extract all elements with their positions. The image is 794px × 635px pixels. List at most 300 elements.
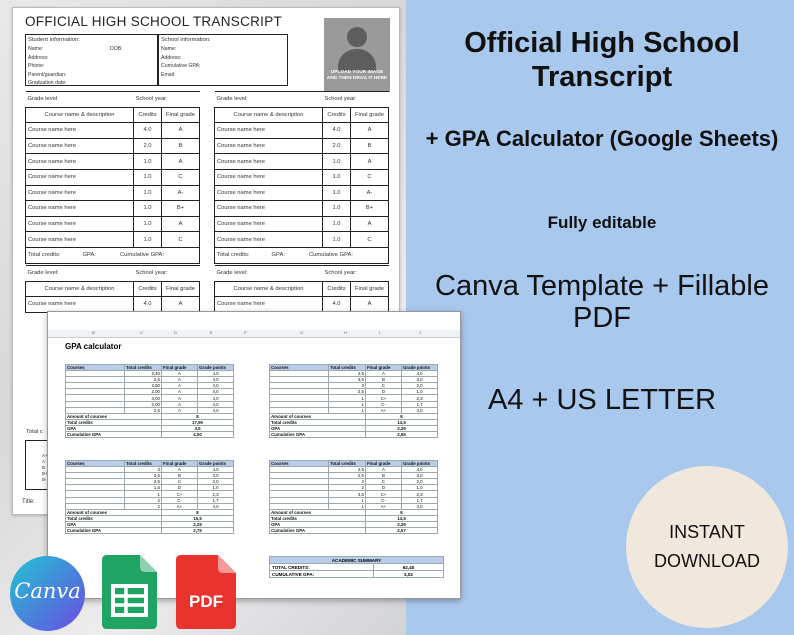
final-grade-cell[interactable]: A- bbox=[351, 185, 389, 201]
editable-note: Fully editable bbox=[547, 213, 657, 232]
gpa-credits-cell[interactable]: 1 bbox=[125, 491, 162, 497]
gpa-grade-cell[interactable]: A bbox=[162, 395, 198, 401]
gpa-credits-cell[interactable]: 1 bbox=[329, 407, 366, 413]
gpa-points-cell[interactable]: 4,0 bbox=[198, 377, 234, 383]
gpa-points-cell[interactable]: 4,0 bbox=[198, 401, 234, 407]
col-letter-g: G bbox=[300, 330, 304, 335]
gpa-points-cell[interactable]: 3,0 bbox=[402, 377, 438, 383]
gpa-grade-cell[interactable]: A+ bbox=[162, 503, 198, 509]
school-year-label: School year: bbox=[134, 92, 200, 108]
instant-download-badge bbox=[626, 466, 788, 628]
col-course-header: Course name & description bbox=[26, 281, 134, 297]
gpa-summary-value[interactable]: 3,5 bbox=[162, 425, 234, 431]
course-name-cell[interactable]: Course name here bbox=[26, 123, 134, 139]
credits-cell[interactable]: 1.0 bbox=[323, 185, 351, 201]
photo-upload-text: UPLOAD YOUR IMAGE AND THEN DRAG IT HERE bbox=[326, 70, 388, 81]
final-grade-cell[interactable]: B+ bbox=[351, 201, 389, 217]
gpa-table bbox=[65, 460, 234, 534]
summary-total-credits-label: TOTAL CREDITS: bbox=[270, 564, 374, 571]
gpa-credits-cell[interactable]: 2,5 bbox=[329, 389, 366, 395]
gpa-grade-cell[interactable]: A bbox=[162, 371, 198, 377]
school-field-address: Address: bbox=[161, 54, 182, 61]
gpa-label: GPA: bbox=[82, 252, 96, 259]
gpa-points-cell[interactable]: 1,0 bbox=[402, 389, 438, 395]
gpa-calculator-title: GPA calculator bbox=[65, 342, 122, 351]
gpa-summary-label: GPA bbox=[66, 521, 162, 527]
grade-table bbox=[25, 91, 200, 264]
avatar-head-icon bbox=[347, 27, 367, 47]
gpa-grade-cell[interactable]: C bbox=[366, 479, 402, 485]
instant-download-text: INSTANT DOWNLOAD bbox=[653, 522, 760, 571]
gpa-points-cell[interactable]: 2,0 bbox=[198, 479, 234, 485]
gpa-grade-cell[interactable]: B bbox=[366, 473, 402, 479]
grade-level-row bbox=[26, 266, 200, 282]
gpa-grade-cell[interactable]: C- bbox=[366, 401, 402, 407]
credits-cell[interactable]: 1.0 bbox=[323, 216, 351, 232]
col-final-grade-header: Final grade bbox=[162, 107, 200, 123]
gpa-credits-cell[interactable]: 3,5 bbox=[329, 377, 366, 383]
gpa-points-cell[interactable]: 1,7 bbox=[198, 497, 234, 503]
gpa-summary-row bbox=[270, 432, 438, 438]
gpa-grade-cell[interactable]: C bbox=[366, 383, 402, 389]
school-year-label: School year: bbox=[323, 92, 389, 108]
gpa-summary-value[interactable]: 8 bbox=[162, 509, 234, 515]
canva-logo-icon bbox=[10, 556, 85, 631]
credits-cell[interactable]: 1.0 bbox=[323, 169, 351, 185]
gpa-header-cell: Total credits bbox=[125, 365, 162, 371]
gpa-credits-cell[interactable]: 1 bbox=[329, 497, 366, 503]
credits-cell[interactable]: 4.0 bbox=[323, 123, 351, 139]
final-grade-cell[interactable]: A bbox=[162, 154, 200, 170]
col-letter-d: D bbox=[174, 330, 177, 335]
gpa-header-cell: Total credits bbox=[329, 365, 366, 371]
student-field-phone: Phone: bbox=[28, 63, 45, 70]
gpa-points-cell[interactable]: 4,0 bbox=[198, 371, 234, 377]
gpa-points-cell[interactable]: 2,3 bbox=[198, 491, 234, 497]
col-credits-header: Credits bbox=[134, 281, 162, 297]
col-course-header: Course name & description bbox=[215, 281, 323, 297]
school-info-heading: School information: bbox=[161, 37, 211, 43]
transcript-title: OFFICIAL HIGH SCHOOL TRANSCRIPT bbox=[25, 14, 283, 29]
gpa-credits-cell[interactable]: 2 bbox=[125, 497, 162, 503]
col-letter-b: B bbox=[92, 330, 95, 335]
gpa-summary-label: Amount of courses bbox=[66, 413, 162, 419]
gpa-points-cell[interactable]: 4,0 bbox=[198, 383, 234, 389]
credits-cell[interactable]: 1.0 bbox=[323, 232, 351, 248]
course-row bbox=[26, 169, 200, 185]
gpa-label: GPA: bbox=[271, 252, 285, 259]
course-name-cell[interactable]: Course name here bbox=[215, 154, 323, 170]
school-fields bbox=[161, 45, 200, 79]
title-label: Title: bbox=[22, 499, 35, 505]
gpa-summary-value[interactable]: 14,5 bbox=[366, 419, 438, 425]
summary-total-credits-value[interactable]: 62,40 bbox=[374, 564, 444, 571]
course-row bbox=[215, 232, 389, 248]
col-final-grade-header: Final grade bbox=[351, 281, 389, 297]
gpa-credits-cell[interactable]: 3,50 bbox=[125, 383, 162, 389]
col-letter-h: H bbox=[344, 330, 347, 335]
col-letter-f: F bbox=[244, 330, 247, 335]
gpa-credits-cell[interactable]: 2,5 bbox=[329, 371, 366, 377]
grade-level-label: Grade level: bbox=[26, 92, 134, 108]
totals-cell bbox=[215, 247, 389, 263]
gpa-points-cell[interactable]: 1,0 bbox=[198, 485, 234, 491]
col-course-header: Course name & description bbox=[26, 107, 134, 123]
product-subtitle: + GPA Calculator (Google Sheets) bbox=[425, 126, 779, 151]
gpa-grade-cell[interactable]: C- bbox=[162, 497, 198, 503]
course-row bbox=[26, 201, 200, 217]
photo-placeholder bbox=[324, 18, 390, 92]
credits-cell[interactable]: 4.0 bbox=[134, 123, 162, 139]
gpa-header-cell: Final grade bbox=[162, 461, 198, 467]
gpa-credits-cell[interactable]: 2,5 bbox=[125, 377, 162, 383]
gpa-header-cell: Grade points bbox=[198, 461, 234, 467]
cumulative-gpa-label: Cumulative GPA: bbox=[308, 252, 354, 259]
gpa-credits-cell[interactable]: 3 bbox=[329, 383, 366, 389]
course-row bbox=[26, 297, 200, 313]
gpa-header-cell: Courses bbox=[270, 365, 329, 371]
course-name-cell[interactable]: Course name here bbox=[215, 185, 323, 201]
grade-table-header bbox=[26, 107, 200, 123]
gpa-summary-value[interactable]: 2,57 bbox=[366, 528, 438, 534]
course-row bbox=[215, 216, 389, 232]
course-name-cell[interactable]: Course name here bbox=[215, 123, 323, 139]
gpa-grade-cell[interactable]: A bbox=[162, 389, 198, 395]
gpa-grade-cell[interactable]: A+ bbox=[366, 503, 402, 509]
totals-row bbox=[26, 247, 200, 263]
cumulative-gpa-label: Cumulative GPA: bbox=[119, 252, 165, 259]
gpa-summary-row bbox=[270, 528, 438, 534]
student-field-address: Address: bbox=[28, 54, 49, 61]
credits-cell[interactable]: 2.0 bbox=[134, 138, 162, 154]
pdf-icon-label: PDF bbox=[189, 592, 223, 611]
legend-b-plus: B+ bbox=[42, 471, 48, 476]
gpa-points-cell[interactable]: 4,0 bbox=[402, 371, 438, 377]
gpa-grade-cell[interactable]: A bbox=[162, 401, 198, 407]
course-name-cell[interactable]: Course name here bbox=[215, 201, 323, 217]
course-name-cell[interactable]: Course name here bbox=[215, 216, 323, 232]
gpa-grade-cell[interactable]: A bbox=[366, 467, 402, 473]
course-name-cell[interactable]: Course name here bbox=[26, 138, 134, 154]
credits-cell[interactable]: 1.0 bbox=[134, 169, 162, 185]
gpa-credits-cell[interactable]: 2,5 bbox=[329, 473, 366, 479]
course-name-cell[interactable]: Course name here bbox=[26, 232, 134, 248]
product-title: Official High School Transcript bbox=[464, 27, 740, 93]
final-grade-cell[interactable]: A bbox=[351, 154, 389, 170]
gpa-summary-value[interactable]: 8 bbox=[366, 509, 438, 515]
gpa-grade-cell[interactable]: A bbox=[162, 467, 198, 473]
academic-summary-table bbox=[269, 556, 444, 578]
gpa-credits-cell[interactable]: 2,00 bbox=[125, 401, 162, 407]
gpa-credits-cell[interactable]: 2,00 bbox=[125, 389, 162, 395]
gpa-grade-cell[interactable]: D bbox=[366, 485, 402, 491]
credits-cell[interactable]: 4.0 bbox=[134, 297, 162, 313]
gpa-header-cell: Final grade bbox=[366, 365, 402, 371]
course-name-cell[interactable]: Course name here bbox=[26, 201, 134, 217]
gpa-points-cell[interactable]: 2,3 bbox=[402, 491, 438, 497]
final-grade-cell[interactable]: B bbox=[162, 138, 200, 154]
credits-cell[interactable]: 1.0 bbox=[134, 185, 162, 201]
final-grade-cell[interactable]: B bbox=[351, 138, 389, 154]
gpa-points-cell[interactable]: 1,7 bbox=[402, 497, 438, 503]
grade-table-header bbox=[26, 281, 200, 297]
gpa-points-cell[interactable]: 4,0 bbox=[198, 389, 234, 395]
school-field-email: Email: bbox=[161, 71, 176, 78]
course-name-cell[interactable]: Course name here bbox=[26, 185, 134, 201]
legend-a-plus: A+ bbox=[42, 453, 48, 458]
final-grade-cell[interactable]: A- bbox=[162, 185, 200, 201]
gpa-credits-cell[interactable]: 2,5 bbox=[125, 407, 162, 413]
gpa-summary-label: GPA bbox=[66, 425, 162, 431]
col-credits-header: Credits bbox=[323, 281, 351, 297]
course-name-cell[interactable]: Course name here bbox=[215, 297, 323, 313]
summary-cumulative-gpa-label: CUMULATIVE GPA: bbox=[270, 571, 374, 578]
summary-cumulative-gpa-value[interactable]: 3,02 bbox=[374, 571, 444, 578]
gpa-summary-label: Amount of courses bbox=[66, 509, 162, 515]
legend-b-minus: B- bbox=[42, 477, 47, 482]
course-row bbox=[215, 123, 389, 139]
gpa-summary-value[interactable]: 4,00 bbox=[162, 432, 234, 438]
credits-cell[interactable]: 4.0 bbox=[323, 297, 351, 313]
academic-summary-heading: ACADEMIC SUMMARY bbox=[270, 557, 444, 564]
gpa-grade-cell[interactable]: D bbox=[366, 389, 402, 395]
gpa-summary-value[interactable]: 2,25 bbox=[366, 521, 438, 527]
course-row bbox=[215, 169, 389, 185]
gpa-summary-value[interactable]: 2,75 bbox=[162, 528, 234, 534]
course-row bbox=[26, 216, 200, 232]
gpa-table bbox=[65, 364, 234, 438]
gpa-summary-value[interactable]: 2,25 bbox=[366, 425, 438, 431]
grade-table bbox=[25, 265, 200, 313]
totals-row bbox=[215, 247, 389, 263]
gpa-credits-cell[interactable]: 2 bbox=[329, 485, 366, 491]
grade-table bbox=[214, 265, 389, 313]
gpa-summary-label: Amount of courses bbox=[270, 413, 366, 419]
gpa-grade-cell[interactable]: B bbox=[366, 377, 402, 383]
total-credits-label: Total credits: bbox=[217, 252, 250, 259]
gpa-credits-cell[interactable]: 2 bbox=[329, 479, 366, 485]
course-row bbox=[215, 154, 389, 170]
gpa-grade-cell[interactable]: A bbox=[162, 383, 198, 389]
gpa-points-cell[interactable]: 3,0 bbox=[402, 473, 438, 479]
course-row bbox=[215, 185, 389, 201]
grade-table bbox=[214, 91, 389, 264]
gpa-credits-cell[interactable]: 1 bbox=[329, 401, 366, 407]
credits-cell[interactable]: 1.0 bbox=[323, 201, 351, 217]
gpa-points-cell[interactable]: 1,0 bbox=[402, 485, 438, 491]
final-grade-cell[interactable]: C bbox=[162, 232, 200, 248]
legend-a: A bbox=[42, 459, 45, 464]
gpa-points-cell[interactable]: 4,0 bbox=[198, 395, 234, 401]
gpa-header-cell: Courses bbox=[66, 461, 125, 467]
gpa-credits-cell[interactable]: 3,5 bbox=[329, 491, 366, 497]
gpa-credits-cell[interactable]: 1 bbox=[329, 503, 366, 509]
school-field-name: Name: bbox=[161, 46, 177, 52]
gpa-header-cell: Final grade bbox=[162, 365, 198, 371]
course-name-cell[interactable]: Course name here bbox=[26, 169, 134, 185]
gpa-grade-cell[interactable]: C+ bbox=[366, 395, 402, 401]
gpa-grade-cell[interactable]: A bbox=[162, 407, 198, 413]
gpa-credits-cell[interactable]: 1,5 bbox=[125, 485, 162, 491]
grade-level-label: Grade level: bbox=[215, 92, 323, 108]
gpa-header-cell: Courses bbox=[66, 365, 125, 371]
gpa-header-cell: Courses bbox=[270, 461, 329, 467]
student-info-box bbox=[25, 34, 158, 86]
col-credits-header: Credits bbox=[323, 107, 351, 123]
credits-cell[interactable]: 1.0 bbox=[323, 154, 351, 170]
gpa-grade-cell[interactable]: C- bbox=[366, 497, 402, 503]
credits-cell[interactable]: 1.0 bbox=[134, 216, 162, 232]
final-grade-cell[interactable]: A bbox=[351, 123, 389, 139]
student-field-dob: DOB: bbox=[110, 46, 123, 52]
gpa-grade-cell[interactable]: C+ bbox=[366, 491, 402, 497]
gpa-summary-label: Cumulative GPA bbox=[66, 432, 162, 438]
grade-level-label: Grade level: bbox=[26, 266, 134, 282]
course-row bbox=[26, 232, 200, 248]
student-info-heading: Student information: bbox=[28, 37, 80, 43]
course-row bbox=[26, 154, 200, 170]
gpa-grade-cell[interactable]: C bbox=[162, 479, 198, 485]
final-grade-cell[interactable]: A bbox=[351, 297, 389, 313]
course-row bbox=[26, 123, 200, 139]
gpa-points-cell[interactable]: 4,0 bbox=[402, 503, 438, 509]
course-name-cell[interactable]: Course name here bbox=[215, 232, 323, 248]
school-year-label: School year: bbox=[134, 266, 200, 282]
avatar-body-icon bbox=[338, 49, 376, 71]
gpa-credits-cell[interactable]: 3,00 bbox=[125, 395, 162, 401]
legend-b: B bbox=[42, 465, 45, 470]
final-grade-cell[interactable]: A bbox=[162, 123, 200, 139]
gpa-table bbox=[269, 460, 438, 534]
gpa-grade-cell[interactable]: D bbox=[162, 485, 198, 491]
gpa-grade-cell[interactable]: B bbox=[162, 473, 198, 479]
gpa-credits-cell[interactable]: 2,40 bbox=[125, 371, 162, 377]
grade-level-label: Grade level: bbox=[215, 266, 323, 282]
gpa-header-cell: Grade points bbox=[402, 461, 438, 467]
gpa-header-cell: Total credits bbox=[125, 461, 162, 467]
gpa-header-cell: Grade points bbox=[198, 365, 234, 371]
gpa-points-cell[interactable]: 4,0 bbox=[402, 467, 438, 473]
gpa-points-cell[interactable]: 4,0 bbox=[198, 407, 234, 413]
student-field-name: Name: bbox=[28, 46, 44, 52]
total-credits-label: Total credits: bbox=[28, 252, 61, 259]
gpa-credits-cell[interactable]: 3 bbox=[125, 467, 162, 473]
gpa-summary-value[interactable]: 8 bbox=[162, 413, 234, 419]
gpa-points-cell[interactable]: 4,0 bbox=[198, 503, 234, 509]
google-sheets-icon bbox=[102, 555, 157, 629]
col-letter-j: J bbox=[419, 330, 421, 335]
gpa-points-cell[interactable]: 1,7 bbox=[402, 401, 438, 407]
gpa-points-cell[interactable]: 2,0 bbox=[402, 383, 438, 389]
final-grade-cell[interactable]: C bbox=[162, 169, 200, 185]
gpa-summary-label: Total credits bbox=[66, 515, 162, 521]
student-field-parent: Parent/guardian: bbox=[28, 71, 67, 78]
paper-size-note: A4 + US LETTER bbox=[487, 384, 717, 416]
gpa-summary-value[interactable]: 2,55 bbox=[366, 432, 438, 438]
gpa-credits-cell[interactable]: 2,5 bbox=[125, 479, 162, 485]
col-final-grade-header: Final grade bbox=[162, 281, 200, 297]
gpa-summary-value[interactable]: 15,5 bbox=[162, 515, 234, 521]
gpa-summary-label: Total credits bbox=[270, 515, 366, 521]
gpa-grade-cell[interactable]: A bbox=[366, 371, 402, 377]
col-letter-i: I bbox=[379, 330, 381, 335]
gpa-summary-value[interactable]: 14,5 bbox=[366, 515, 438, 521]
gpa-summary-label: Total credits bbox=[66, 419, 162, 425]
gpa-credits-cell[interactable]: 2 bbox=[125, 503, 162, 509]
gpa-points-cell[interactable]: 2,3 bbox=[402, 395, 438, 401]
course-name-cell[interactable]: Course name here bbox=[26, 154, 134, 170]
gpa-credits-cell[interactable]: 1 bbox=[329, 395, 366, 401]
course-name-cell[interactable]: Course name here bbox=[215, 138, 323, 154]
course-row bbox=[215, 297, 389, 313]
final-grade-cell[interactable]: A bbox=[351, 216, 389, 232]
school-info-box bbox=[158, 34, 288, 86]
gpa-summary-value[interactable]: 17,90 bbox=[162, 419, 234, 425]
credits-cell[interactable]: 1.0 bbox=[134, 232, 162, 248]
gpa-summary-label: Cumulative GPA bbox=[270, 528, 366, 534]
course-name-cell[interactable]: Course name here bbox=[26, 216, 134, 232]
gpa-points-cell[interactable]: 2,0 bbox=[402, 479, 438, 485]
grade-table-header bbox=[215, 107, 389, 123]
credits-cell[interactable]: 1.0 bbox=[134, 154, 162, 170]
gpa-summary-value[interactable]: 2,25 bbox=[162, 521, 234, 527]
course-name-cell[interactable]: Course name here bbox=[26, 297, 134, 313]
school-year-label: School year: bbox=[323, 266, 389, 282]
final-grade-cell[interactable]: B+ bbox=[162, 201, 200, 217]
gpa-credits-cell[interactable]: 2,5 bbox=[329, 467, 366, 473]
totals-cell bbox=[26, 247, 200, 263]
credits-cell[interactable]: 1.0 bbox=[134, 201, 162, 217]
gpa-grade-cell[interactable]: A+ bbox=[366, 407, 402, 413]
gpa-credits-cell[interactable]: 3,5 bbox=[125, 473, 162, 479]
total-credits-partial: Total c bbox=[26, 429, 43, 435]
gpa-summary-row bbox=[66, 528, 234, 534]
final-grade-cell[interactable]: A bbox=[162, 216, 200, 232]
student-fields bbox=[28, 45, 67, 88]
gpa-summary-label: GPA bbox=[270, 521, 366, 527]
course-row bbox=[26, 138, 200, 154]
gpa-summary-label: Amount of courses bbox=[270, 509, 366, 515]
gpa-points-cell[interactable]: 3,0 bbox=[198, 473, 234, 479]
col-course-header: Course name & description bbox=[215, 107, 323, 123]
gpa-summary-row bbox=[66, 432, 234, 438]
col-letter-e: E bbox=[210, 330, 213, 335]
credits-cell[interactable]: 2.0 bbox=[323, 138, 351, 154]
canva-logo-text: Canva bbox=[14, 579, 81, 603]
gpa-grade-cell[interactable]: A bbox=[162, 377, 198, 383]
final-grade-cell[interactable]: C bbox=[351, 169, 389, 185]
gpa-points-cell[interactable]: 4,0 bbox=[402, 407, 438, 413]
gpa-header-cell: Grade points bbox=[402, 365, 438, 371]
grade-level-row bbox=[215, 92, 389, 108]
gpa-points-cell[interactable]: 4,0 bbox=[198, 467, 234, 473]
course-name-cell[interactable]: Course name here bbox=[215, 169, 323, 185]
column-header-bar bbox=[48, 330, 461, 338]
final-grade-cell[interactable]: C bbox=[351, 232, 389, 248]
final-grade-cell[interactable]: A bbox=[162, 297, 200, 313]
gpa-summary-value[interactable]: 8 bbox=[366, 413, 438, 419]
col-final-grade-header: Final grade bbox=[351, 107, 389, 123]
gpa-grade-cell[interactable]: C+ bbox=[162, 491, 198, 497]
col-credits-header: Credits bbox=[134, 107, 162, 123]
gpa-summary-label: Cumulative GPA bbox=[270, 432, 366, 438]
grade-level-row bbox=[26, 92, 200, 108]
course-row bbox=[215, 138, 389, 154]
gpa-summary-label: Total credits bbox=[270, 419, 366, 425]
gpa-header-cell: Final grade bbox=[366, 461, 402, 467]
gpa-summary-label: GPA bbox=[270, 425, 366, 431]
format-note: Canva Template + Fillable PDF bbox=[435, 270, 769, 334]
